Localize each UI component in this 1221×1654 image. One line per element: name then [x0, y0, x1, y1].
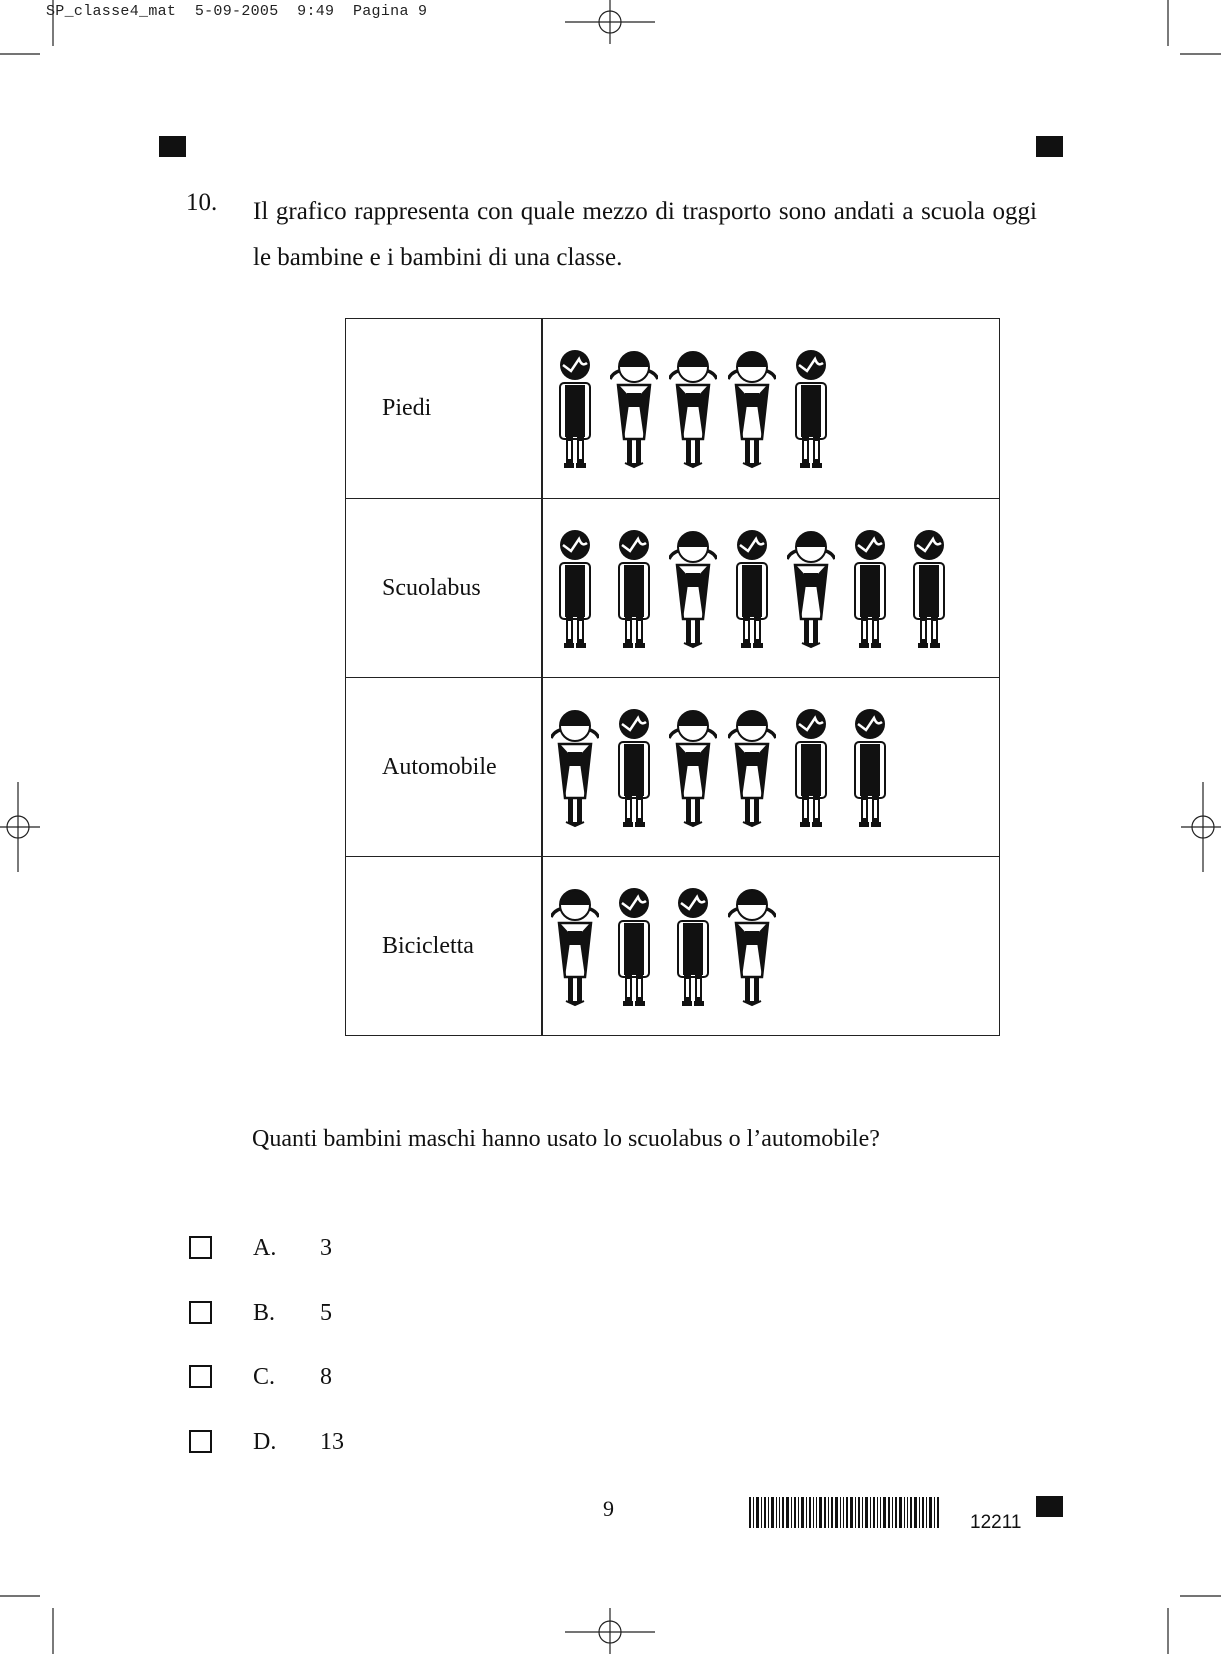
pictogram-row-bicicletta	[346, 856, 999, 1035]
option-value: 5	[320, 1300, 332, 1326]
row-label: Bicicletta	[382, 932, 474, 959]
girl-figure-icon	[787, 529, 835, 651]
pictogram-row-automobile	[346, 677, 999, 856]
checkbox[interactable]	[189, 1236, 212, 1259]
question-text: Il grafico rappresenta con quale mezzo di trasporto sono andati a scuola oggi le bambine e i bambini di una classe.	[253, 198, 1037, 271]
boy-figure-icon	[846, 708, 894, 830]
option-value: 8	[320, 1364, 332, 1390]
option-value: 13	[320, 1429, 344, 1455]
alignment-square-top-right	[1036, 136, 1063, 157]
girl-figure-icon	[669, 708, 717, 830]
boy-figure-icon	[905, 529, 953, 651]
option-a[interactable]	[189, 1232, 332, 1262]
alignment-square-top-left	[159, 136, 186, 157]
pictogram-table	[345, 318, 1000, 1036]
registration-mark-bottom	[565, 1608, 655, 1654]
girl-figure-icon	[669, 349, 717, 471]
row-label: Automobile	[382, 753, 497, 780]
girl-figure-icon	[728, 349, 776, 471]
boy-figure-icon	[610, 887, 658, 1009]
sub-question: Quanti bambini maschi hanno usato lo scuolabus o l’automobile?	[252, 1126, 880, 1152]
option-c[interactable]	[189, 1361, 332, 1391]
checkbox[interactable]	[189, 1301, 212, 1324]
boy-figure-icon	[787, 349, 835, 471]
option-letter: D.	[253, 1429, 277, 1455]
checkbox[interactable]	[189, 1430, 212, 1453]
girl-figure-icon	[728, 708, 776, 830]
row-icons	[551, 708, 905, 830]
girl-figure-icon	[551, 708, 599, 830]
boy-figure-icon	[551, 529, 599, 651]
alignment-square-bottom-right	[1036, 1496, 1063, 1517]
barcode	[749, 1497, 949, 1528]
boy-figure-icon	[669, 887, 717, 1009]
row-icons	[551, 887, 787, 1009]
option-letter: A.	[253, 1235, 277, 1261]
boy-figure-icon	[610, 708, 658, 830]
boy-figure-icon	[728, 529, 776, 651]
option-d[interactable]	[189, 1426, 344, 1456]
boy-figure-icon	[610, 529, 658, 651]
print-header: SP_classe4_mat 5-09-2005 9:49 Pagina 9	[46, 3, 428, 20]
boy-figure-icon	[846, 529, 894, 651]
boy-figure-icon	[787, 708, 835, 830]
registration-mark-right	[1181, 782, 1221, 872]
option-value: 3	[320, 1235, 332, 1261]
page-number: 9	[603, 1496, 614, 1521]
checkbox[interactable]	[189, 1365, 212, 1388]
pictogram-row-piedi	[346, 319, 999, 498]
registration-mark-top	[565, 0, 655, 44]
girl-figure-icon	[551, 887, 599, 1009]
girl-figure-icon	[728, 887, 776, 1009]
option-letter: B.	[253, 1300, 276, 1326]
registration-mark-left	[0, 782, 40, 872]
barcode-number: 12211	[970, 1512, 1022, 1533]
girl-figure-icon	[669, 529, 717, 651]
question-number: 10.	[186, 189, 218, 216]
pictogram-row-scuolabus	[346, 498, 999, 677]
row-label: Scuolabus	[382, 574, 481, 601]
option-b[interactable]	[189, 1297, 332, 1327]
row-icons	[551, 349, 846, 471]
girl-figure-icon	[610, 349, 658, 471]
boy-figure-icon	[551, 349, 599, 471]
row-label: Piedi	[382, 395, 432, 421]
option-letter: C.	[253, 1364, 276, 1390]
row-icons	[551, 529, 964, 651]
